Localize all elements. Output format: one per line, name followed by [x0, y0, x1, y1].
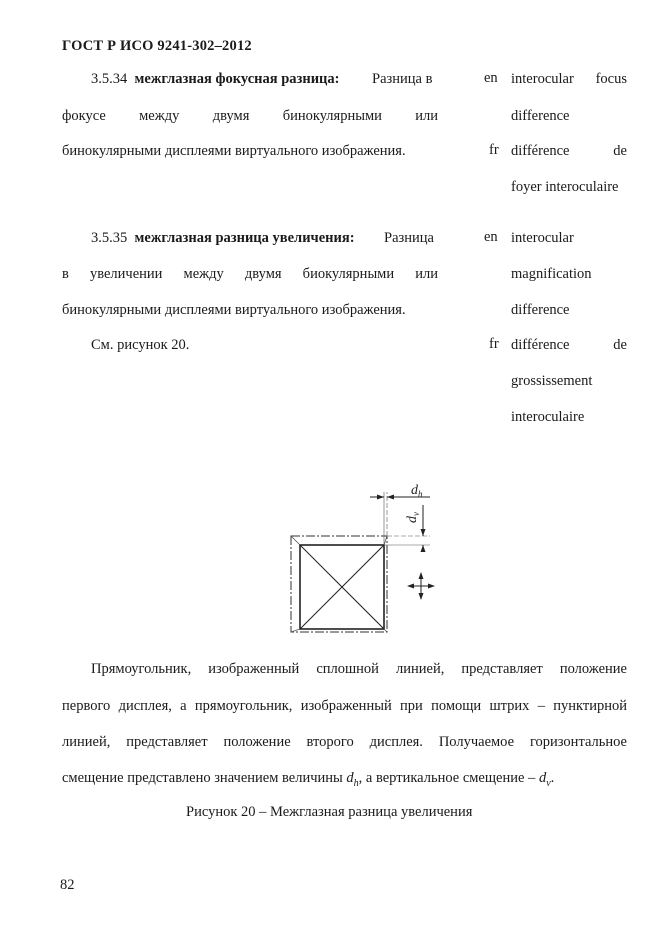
figure-desc-line-1: Прямоугольник, изображенный сплошной линией, представляет положение [91, 661, 627, 677]
entry-35-en-line-3: difference [511, 302, 570, 318]
figure-desc-line-4-part-b: , а вертикальное смещение – [358, 770, 539, 786]
entry-34-en-code: en [484, 70, 498, 86]
entry-35-line-3: бинокулярными дисплеями виртуального изображения. [62, 302, 406, 318]
corner-link-br [384, 629, 387, 632]
move-arrows-icon [407, 572, 435, 600]
dv-arrow-bottom-head [421, 545, 426, 552]
entry-35-fr-line-2: grossissement [511, 373, 593, 389]
entry-35-fr-line-1: différence de [511, 337, 627, 353]
entry-34-line-3: бинокулярными дисплеями виртуального изображения. [62, 143, 406, 159]
entry-34-fr-line-2: foyer interoculaire [511, 179, 619, 195]
entry-35-line-2: в увеличении между двумя биокулярными или [62, 266, 438, 282]
figure-desc-line-3: линией, представляет положение второго дисплея. Получаемое горизонтальное [62, 734, 627, 750]
figure-desc-line-4-end: . [550, 770, 555, 786]
entry-35-fr-code: fr [489, 336, 499, 352]
entry-34-line-2: фокусе между двумя бинокулярными или [62, 108, 438, 124]
page-number: 82 [60, 877, 75, 893]
dv-arrow-top-head [421, 529, 426, 536]
figure-desc-line-2: первого дисплея, а прямоугольник, изображенный при помощи штрих – пунктирной [62, 698, 627, 714]
entry-35-en-line-2: magnification [511, 266, 592, 282]
entry-34-en-line-1: interocular focus [511, 71, 627, 87]
entry-35-term: межглазная разница увеличения: [134, 230, 355, 246]
figure-desc-line-4-part-a: смещение представлено значением величины [62, 770, 347, 786]
entry-34-number: 3.5.34 [91, 71, 128, 87]
entry-34-first-line [91, 70, 340, 88]
entry-34-fr-line-1: différence de [511, 143, 627, 159]
corner-link-tr [384, 536, 387, 545]
entry-35-first-line [91, 229, 355, 247]
figure-20-diagram [280, 470, 450, 640]
entry-35-fr-line-3: interoculaire [511, 409, 585, 425]
entry-34-en-line-2: difference [511, 108, 570, 124]
dh-arrow-right-head [387, 495, 394, 500]
dh-label: $d_h$ [411, 483, 423, 499]
entry-34-def-start: Разница в [372, 71, 433, 87]
entry-34-term: межглазная фокусная разница: [134, 71, 340, 87]
document-header: ГОСТ Р ИСО 9241-302–2012 [62, 38, 252, 54]
entry-35-number: 3.5.35 [91, 230, 128, 246]
dv-inline-symbol: $d_v$ [538, 770, 551, 789]
corner-link-tl [291, 536, 300, 545]
corner-link-bl [291, 629, 300, 632]
entry-35-def-start: Разница [384, 230, 434, 246]
entry-34-fr-code: fr [489, 142, 499, 158]
entry-35-en-line-1: interocular [511, 230, 574, 246]
entry-35-see-also: См. рисунок 20. [91, 337, 190, 353]
dh-arrow-left-head [377, 495, 384, 500]
entry-35-en-code: en [484, 229, 498, 245]
figure-desc-line-4 [62, 769, 554, 793]
dv-label: $d_v$ [405, 512, 421, 523]
figure-caption: Рисунок 20 – Межглазная разница увеличения [186, 804, 473, 820]
dh-inline-symbol: $d_h$ [346, 770, 359, 789]
